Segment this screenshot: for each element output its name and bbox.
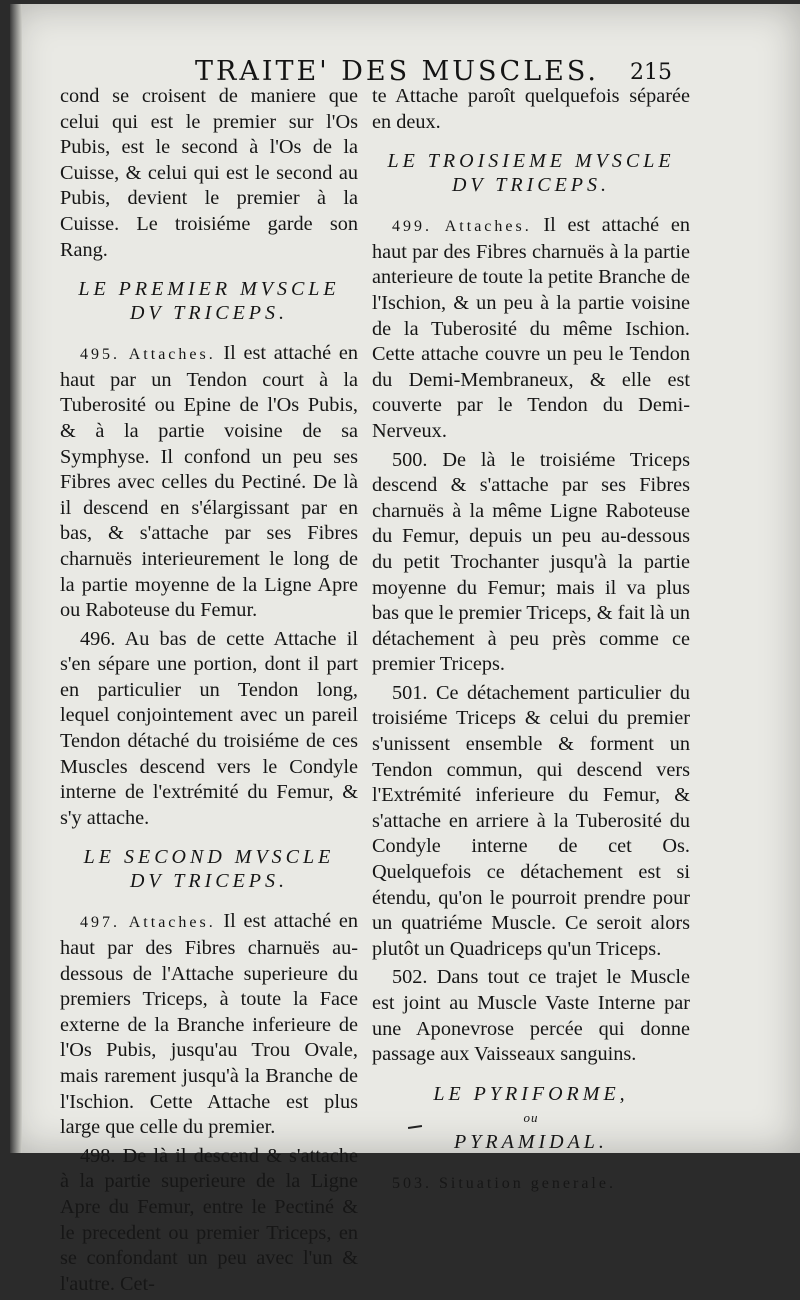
heading-line: PYRAMIDAL. [454,1130,608,1153]
paragraph-496: 496. Au bas de cette Attache il s'en sépare une portion, dont il part en particulier un Tendon long, lequel conjointement avec un pareil Tendon détaché du troisiéme de ces Muscles descend vers le Condyle interne de l'extrémité du Femur, & s'y attache. [60,627,358,829]
paragraph-497 [60,909,358,1140]
running-head-title: TRAITE' DES MUSCLES. [195,56,599,87]
book-page [10,4,800,1295]
paragraph-495 [60,341,358,624]
paragraph-text: Il est attaché en haut par des Fibres charnuës à la partie anterieure de toute la petite Branche de l'Ischion, & un peu à la partie voisine de la Tuberosité du même Ischion. Cette attache couvre un peu le Tendon du Demi-Membraneux, & elle est couverte par le Tendon du Demi-Nerveux. [372,214,691,442]
paragraph-lead: 499. Attaches. [392,218,532,236]
paragraph-text: Il est attaché en haut par des Fibres charnuës au-dessous de l'Attache superieure du premiers Triceps, à toute la Face externe de la Branche inferieure de l'Os Pubis, jusqu'au Trou Ovale, mais rarement jusqu'à la Branche de l'Ischion. Cette Attache est plus large que celle du premier. [60,910,359,1139]
paragraph-501: 501. Ce détachement particulier du troisiéme Triceps & celui du premier s'unissent ensemble & forment un Tendon commun, qui descend vers l'Extrémité inferieure du Femur, & s'attache en arriere à la Tuberosité du Condyle interne de cet Os. Quelquefois ce détachement est si étendu, qu'on le pourroit prendre pour un quatriéme Muscle. Ce seroit alors plutôt un Quadriceps qu'un Triceps. [372,681,690,960]
page-spine-shadow [10,4,22,1153]
heading-premier-muscle [60,277,358,325]
paragraph-503 [372,1170,690,1197]
paragraph-lead: 495. Attaches. [80,346,216,364]
heading-second-muscle [60,845,358,893]
heading-troisieme-muscle [372,149,690,197]
heading-line: DV TRICEPS. [129,870,289,893]
heading-or: ou [523,1109,539,1125]
paragraph-502: 502. Dans tout ce trajet le Muscle est joint au Muscle Vaste Interne par une Aponevrose percée qui donne passage aux Vaisseaux sanguins. [372,966,690,1066]
page-number: 215 [630,60,672,85]
left-column [60,84,358,1300]
paragraph-lead: 497. Attaches. [80,914,216,932]
heading-line: LE PREMIER MVSCLE [78,278,340,301]
paragraph-498: 498. De là il descend & s'attache à la partie superieure de la Ligne Apre du Femur, entre le Pectiné & le precedent ou premier Triceps, en se confondant un peu avec l'un & l'autre. Cet- [60,1144,358,1295]
heading-line: DV TRICEPS. [129,302,289,325]
heading-line: LE PYRIFORME, [433,1082,629,1105]
paragraph-500: 500. De là le troisiéme Triceps descend & s'attache par ses Fibres charnuës à la même Ligne Raboteuse du Femur, depuis un peu au-dessous du petit Trochanter jusqu'à la partie moyenne du Femur; mais il va plus bas que le premier Triceps, & fait là un détachement à peu près comme ce premier Triceps. [372,448,690,676]
paragraph-text: Il est attaché en haut par un Tendon court à la Tuberosité ou Epine de l'Os Pubis, & à la partie voisine de sa Symphyse. Il confond un peu ses Fibres avec celles du Pectiné. De là il descend en s'élargissant par en bas, & s'attache par ses Fibres charnuës interieurement le long de la partie moyenne de la Ligne Apre ou Raboteuse du Femur. [60,342,359,622]
heading-line: LE TROISIEME MVSCLE [387,150,675,173]
heading-pyriforme [372,1082,690,1154]
heading-line: DV TRICEPS. [451,174,611,197]
right-intro-paragraph: te Attache paroît quelquefois séparée en deux. [372,85,690,133]
left-intro-paragraph: cond se croisent de maniere que celui qui est le premier sur l'Os Pubis, est le second à l'Os de la Cuisse, & celui qui est le second au Pubis, devient le premier à la Cuisse. Le troisiéme garde son Rang. [60,85,358,261]
heading-line: LE SECOND MVSCLE [83,846,335,869]
right-column [372,84,690,1199]
paragraph-499 [372,213,690,444]
paragraph-lead: 503. Situation generale. [392,1174,616,1192]
